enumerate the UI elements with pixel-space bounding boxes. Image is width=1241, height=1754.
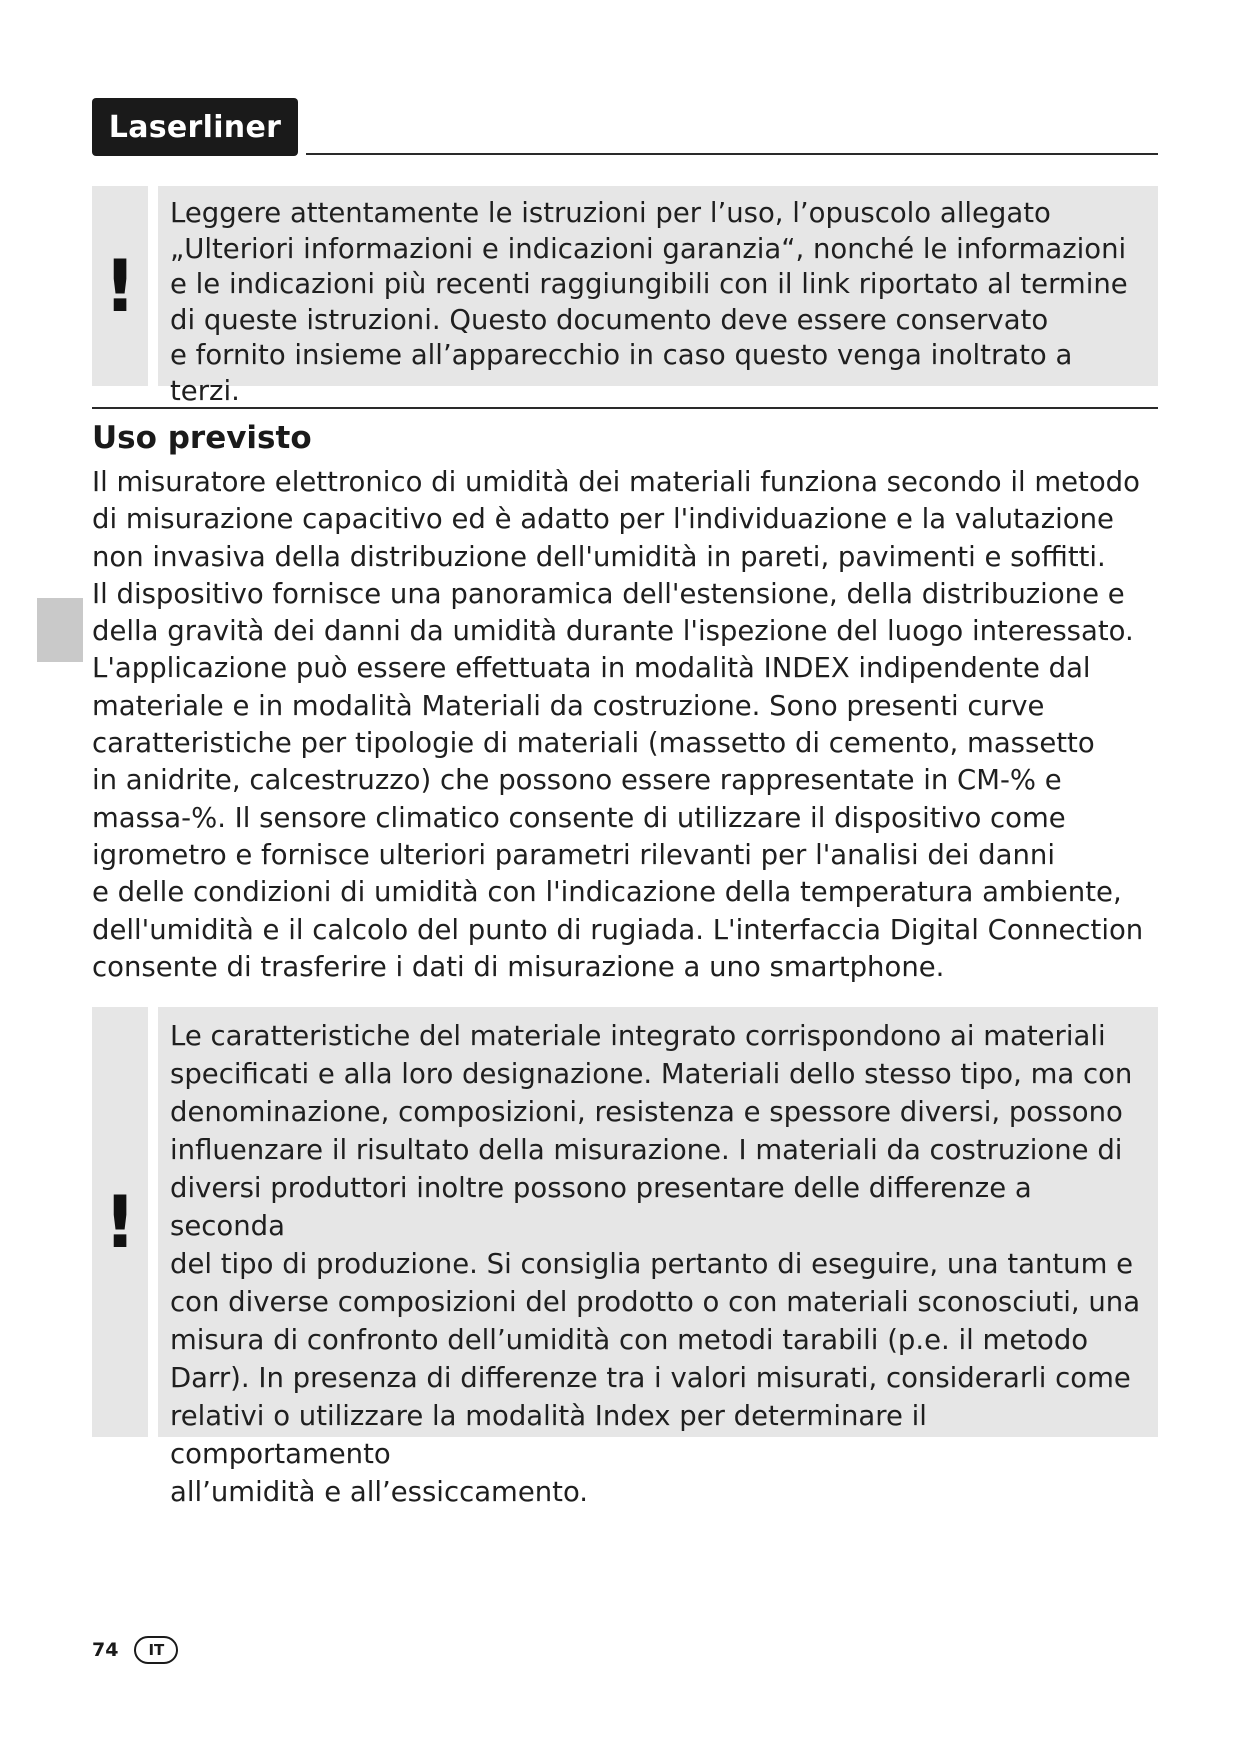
text-line: Leggere attentamente le istruzioni per l’uso, l’opuscolo allegato	[170, 197, 1051, 229]
section-title: Uso previsto	[92, 420, 312, 456]
header-divider	[306, 153, 1158, 155]
text-line: specificati e alla loro designazione. Materiali dello stesso tipo, ma con	[170, 1058, 1133, 1090]
text-line: e fornito insieme all’apparecchio in caso questo venga inoltrato a terzi.	[170, 339, 1073, 407]
language-badge: IT	[134, 1636, 178, 1664]
text-line: e delle condizioni di umidità con l'indicazione della temperatura ambiente,	[92, 876, 1122, 909]
text-line: di misurazione capacitivo ed è adatto per l'individuazione e la valutazione	[92, 503, 1114, 536]
section-divider	[92, 407, 1158, 409]
text-line: dell'umidità e il calcolo del punto di rugiada. L'interfaccia Digital Connection	[92, 913, 1144, 946]
brand-logo: Laserliner	[92, 98, 298, 156]
text-line: Il dispositivo fornisce una panoramica dell'estensione, della distribuzione e	[92, 577, 1125, 610]
text-line: massa-%. Il sensore climatico consente di utilizzare il dispositivo come	[92, 801, 1066, 834]
text-line: Darr). In presenza di differenze tra i valori misurati, considerarli come	[170, 1362, 1131, 1394]
text-line: della gravità dei danni da umidità durante l'ispezione del luogo interessato.	[92, 615, 1134, 648]
text-line: Le caratteristiche del materiale integrato corrispondono ai materiali	[170, 1020, 1106, 1052]
notice-text	[170, 1017, 1142, 1511]
text-line: consente di trasferire i dati di misurazione a uno smartphone.	[92, 950, 945, 983]
notice-box-top	[92, 186, 1158, 407]
text-line: di queste istruzioni. Questo documento deve essere conservato	[170, 303, 1049, 336]
text-line: e le indicazioni più recenti raggiungibili con il link riportato al termine	[170, 268, 1128, 300]
notice-text	[170, 196, 1142, 409]
text-line: Il misuratore elettronico di umidità dei materiali funziona secondo il metodo	[92, 466, 1140, 498]
text-line: „Ulteriori informazioni e indicazioni garanzia“, nonché le informazioni	[170, 232, 1127, 265]
text-line: materiale e in modalità Materiali da costruzione. Sono presenti curve	[92, 689, 1045, 722]
chapter-tab-marker	[37, 598, 83, 662]
notice-marker	[92, 1007, 148, 1437]
text-line: denominazione, composizioni, resistenza e spessore diversi, possono	[170, 1096, 1123, 1128]
notice-box-bottom	[92, 1007, 1158, 1508]
text-line: caratteristiche per tipologie di materiali (massetto di cemento, massetto	[92, 727, 1095, 760]
notice-marker	[92, 186, 148, 386]
text-line: in anidrite, calcestruzzo) che possono essere rappresentate in CM-% e	[92, 764, 1062, 797]
text-line: non invasiva della distribuzione dell'umidità in pareti, pavimenti e soffitti.	[92, 540, 1106, 573]
text-line: L'applicazione può essere effettuata in modalità INDEX indipendente dal	[92, 652, 1091, 685]
section-body	[92, 464, 1172, 986]
text-line: misura di confronto dell’umidità con metodi tarabili (p.e. il metodo	[170, 1324, 1089, 1356]
text-line: relativi o utilizzare la modalità Index per determinare il comportamento	[170, 1400, 927, 1470]
exclamation-icon: !	[103, 244, 137, 328]
text-line: diversi produttori inoltre possono presentare delle differenze a seconda	[170, 1172, 1032, 1242]
text-line: igrometro e fornisce ulteriori parametri rilevanti per l'analisi dei danni	[92, 838, 1055, 871]
text-line: del tipo di produzione. Si consiglia pertanto di eseguire, una tantum e	[170, 1248, 1134, 1280]
exclamation-icon: !	[103, 1180, 137, 1264]
page-number: 74	[92, 1639, 119, 1661]
text-line: con diverse composizioni del prodotto o con materiali sconosciuti, una	[170, 1286, 1141, 1318]
page-footer	[92, 1636, 178, 1664]
text-line: influenzare il risultato della misurazione. I materiali da costruzione di	[170, 1134, 1123, 1166]
text-line: all’umidità e all’essiccamento.	[170, 1476, 589, 1508]
